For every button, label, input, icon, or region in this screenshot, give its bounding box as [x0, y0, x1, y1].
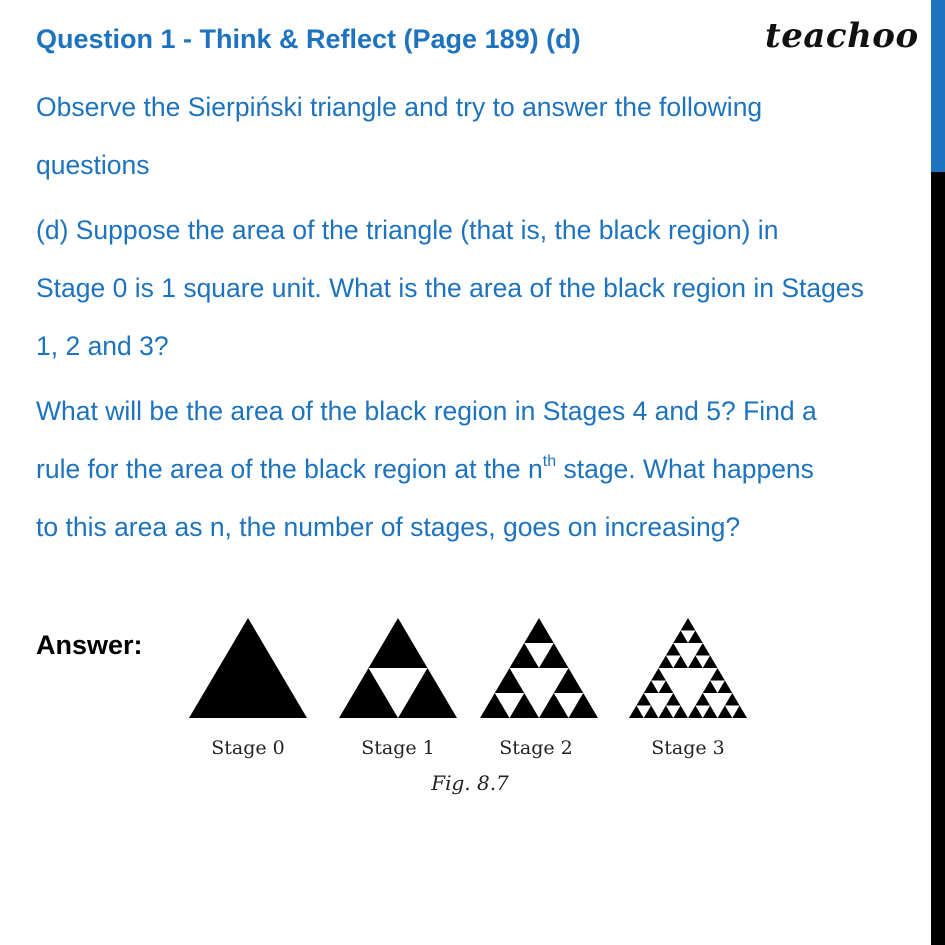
sierpinski-sub-triangle: [681, 618, 696, 631]
part-d-line-3: 1, 2 and 3?: [36, 331, 169, 361]
sierpinski-sub-triangle: [636, 693, 651, 706]
follow-line-1: What will be the area of the black region in Stages 4 and 5? Find a: [36, 396, 817, 426]
sierpinski-sub-triangle: [495, 668, 525, 693]
sierpinski-sub-triangle: [510, 693, 540, 718]
sierpinski-sub-triangle: [510, 643, 540, 668]
sierpinski-sub-triangle: [651, 668, 666, 681]
sierpinski-sub-triangle: [569, 693, 599, 718]
teachoo-logo[interactable]: teachoo: [765, 16, 919, 56]
sierpinski-sub-triangle: [725, 693, 740, 706]
answer-label: Answer:: [36, 630, 143, 660]
intro-line-1: Observe the Sierpiński triangle and try to answer the following: [36, 92, 763, 122]
sierpinski-sub-triangle: [695, 693, 710, 706]
stage-0-label: Stage 0: [211, 737, 285, 759]
sierpinski-sub-triangle: [659, 681, 674, 694]
sierpinski-sub-triangle: [524, 618, 554, 643]
stage-3-label: Stage 3: [651, 737, 725, 759]
follow-line-2-pre: rule for the area of the black region at the n: [36, 454, 543, 484]
sierpinski-sub-triangle: [688, 631, 703, 644]
sierpinski-sub-triangle: [369, 618, 428, 668]
scrollbar-thumb[interactable]: [931, 0, 945, 172]
sierpinski-sub-triangle: [339, 668, 398, 718]
sierpinski-sub-triangle: [629, 706, 644, 719]
sierpinski-sub-triangle: [539, 643, 569, 668]
stage-0-triangle: [189, 618, 307, 718]
stage-2-triangle: [480, 618, 598, 718]
part-d-line-2: Stage 0 is 1 square unit. What is the area of the black region in Stages: [36, 273, 864, 303]
sierpinski-sub-triangle: [673, 631, 688, 644]
part-d-line-1: (d) Suppose the area of the triangle (that is, the black region) in: [36, 215, 779, 245]
question-part-d: [36, 201, 929, 375]
question-follow-up: [36, 382, 929, 556]
sierpinski-sub-triangle: [732, 706, 747, 719]
sierpinski-sub-triangle: [718, 706, 733, 719]
superscript-th: th: [542, 453, 557, 471]
question-title: Question 1 - Think & Reflect (Page 189) (d): [36, 24, 581, 54]
sierpinski-sub-triangle: [695, 643, 710, 656]
stage-2-label: Stage 2: [499, 737, 573, 759]
sierpinski-sub-triangle: [659, 706, 674, 719]
sierpinski-sub-triangle: [703, 681, 718, 694]
sierpinski-sub-triangle: [666, 643, 681, 656]
sierpinski-sub-triangle: [480, 693, 510, 718]
stage-3-triangle: [629, 618, 747, 718]
sierpinski-sub-triangle: [710, 668, 725, 681]
sierpinski-sub-triangle: [673, 656, 688, 669]
sierpinski-sub-triangle: [703, 656, 718, 669]
sierpinski-sub-triangle: [554, 668, 584, 693]
sierpinski-sub-triangle: [688, 706, 703, 719]
sierpinski-sub-triangle: [189, 618, 307, 718]
sierpinski-figure: [180, 610, 760, 800]
follow-line-3: to this area as n, the number of stages, goes on increasing?: [36, 512, 741, 542]
sierpinski-sub-triangle: [718, 681, 733, 694]
follow-line-2: [36, 440, 929, 498]
stage-1-triangle: [339, 618, 457, 718]
sierpinski-svg: [180, 610, 760, 800]
question-intro: [36, 78, 929, 194]
sierpinski-sub-triangle: [703, 706, 718, 719]
sierpinski-sub-triangle: [539, 693, 569, 718]
follow-line-2-post: stage. What happens: [556, 454, 814, 484]
sierpinski-sub-triangle: [644, 681, 659, 694]
sierpinski-sub-triangle: [666, 693, 681, 706]
sierpinski-sub-triangle: [688, 656, 703, 669]
figure-caption: Fig. 8.7: [431, 771, 509, 795]
sierpinski-sub-triangle: [398, 668, 457, 718]
intro-line-2: questions: [36, 150, 150, 180]
sierpinski-sub-triangle: [644, 706, 659, 719]
sierpinski-sub-triangle: [659, 656, 674, 669]
sierpinski-sub-triangle: [673, 706, 688, 719]
stage-1-label: Stage 1: [361, 737, 435, 759]
